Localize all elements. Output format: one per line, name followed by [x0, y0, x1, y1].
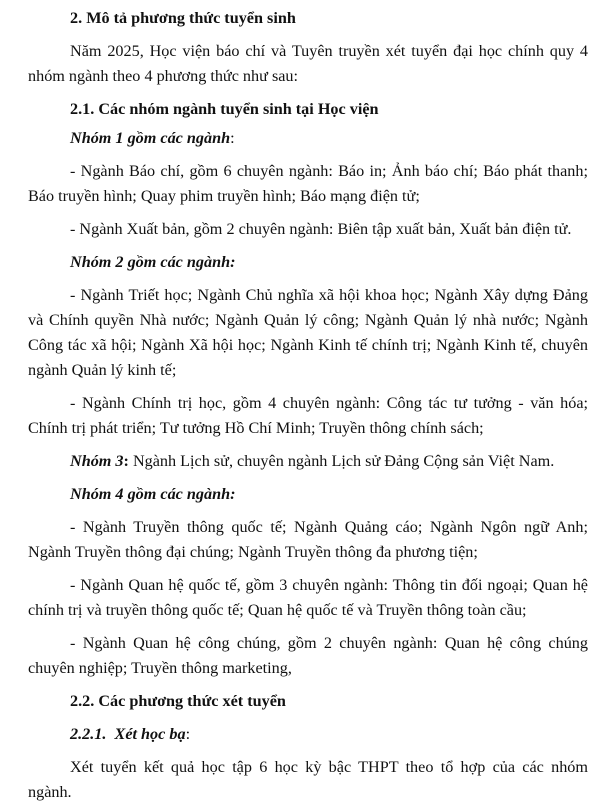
method-1-line-1: Xét tuyển kết quả học tập 6 học kỳ bậc THPT theo tổ hợp của các nhóm: [70, 758, 588, 776]
group-2-item-2-line-2: Chính trị phát triển; Tư tưởng Hồ Chí Minh; Truyền thông chính sách;: [28, 419, 484, 437]
group-2-title: Nhóm 2 gồm các ngành:: [70, 253, 236, 271]
group-4-item-1-line-1: - Ngành Truyền thông quốc tế; Ngành Quảng cáo; Ngành Ngôn ngữ Anh;: [70, 518, 588, 536]
group-2-item-1-line-1: - Ngành Triết học; Ngành Chủ nghĩa xã hội khoa học; Ngành Xây dựng Đảng: [70, 286, 588, 304]
group-1-item-2: - Ngành Xuất bản, gồm 2 chuyên ngành: Biên tập xuất bản, Xuất bản điện tử.: [70, 220, 572, 238]
subsection-2-2-1-colon: :: [185, 725, 191, 743]
document-page: [28, 6, 588, 805]
group-3-line: [28, 449, 588, 474]
group-3-label: Nhóm 3: [70, 452, 124, 470]
group-2-item-1-line-3: Công tác xã hội; Ngành Xã hội học; Ngành Kinh tế chính trị; Ngành Kinh tế, chuyên: [28, 336, 588, 354]
group-4-item-3-line-1: - Ngành Quan hệ công chúng, gồm 2 chuyên ngành: Quan hệ công chúng: [70, 634, 588, 652]
group-2-item-1-line-2: và Chính quyền Nhà nước; Ngành Quản lý công; Ngành Quản lý nhà nước; Ngành: [28, 311, 588, 329]
group-1-item-1-line-1: - Ngành Báo chí, gồm 6 chuyên ngành: Báo in; Ảnh báo chí; Báo phát thanh;: [70, 162, 588, 180]
group-4-item-3-line-2: chuyên nghiệp; Truyền thông marketing,: [28, 659, 292, 677]
group-2-heading: [28, 250, 588, 275]
group-1-heading: [28, 126, 588, 151]
group-4-title: Nhóm 4 gồm các ngành:: [70, 485, 236, 503]
subsection-2-1-title: 2.1. Các nhóm ngành tuyển sinh tại Học viện: [70, 100, 379, 118]
group-4-item-1-line-2: Ngành Truyền thông đại chúng; Ngành Truyền thông đa phương tiện;: [28, 543, 478, 561]
group-1-colon: :: [230, 129, 235, 147]
group-3-text: Ngành Lịch sử, chuyên ngành Lịch sử Đảng Cộng sản Việt Nam.: [128, 452, 555, 470]
group-4-item-2-line-1: - Ngành Quan hệ quốc tế, gồm 3 chuyên ngành: Thông tin đối ngoại; Quan hệ: [70, 576, 588, 594]
subsection-2-2-1-heading: [28, 722, 588, 747]
intro-line-1: Năm 2025, Học viện báo chí và Tuyên truyền xét tuyển đại học chính quy 4: [70, 42, 588, 60]
method-1-line-2: ngành.: [28, 783, 72, 801]
group-4-heading: [28, 482, 588, 507]
group-2-item-1-line-4: ngành Quản lý kinh tế;: [28, 361, 177, 379]
group-3-colon: :: [123, 452, 129, 470]
group-1-title: Nhóm 1 gồm các ngành: [70, 129, 231, 147]
intro-line-2: nhóm ngành theo 4 phương thức như sau:: [28, 67, 299, 85]
group-4-item-2-line-2: chính trị và truyền thông quốc tế; Quan hệ quốc tế và Truyền thông toàn cầu;: [28, 601, 527, 619]
group-2-item-2-line-1: - Ngành Chính trị học, gồm 4 chuyên ngành: Công tác tư tưởng - văn hóa;: [70, 394, 588, 412]
subsection-2-2-title: 2.2. Các phương thức xét tuyển: [70, 692, 286, 710]
group-1-item-1-line-2: Báo truyền hình; Quay phim truyền hình; Báo mạng điện tử;: [28, 187, 420, 205]
subsection-2-2-1-title: 2.2.1. Xét học bạ: [70, 725, 186, 743]
section-title: 2. Mô tả phương thức tuyển sinh: [70, 9, 296, 27]
